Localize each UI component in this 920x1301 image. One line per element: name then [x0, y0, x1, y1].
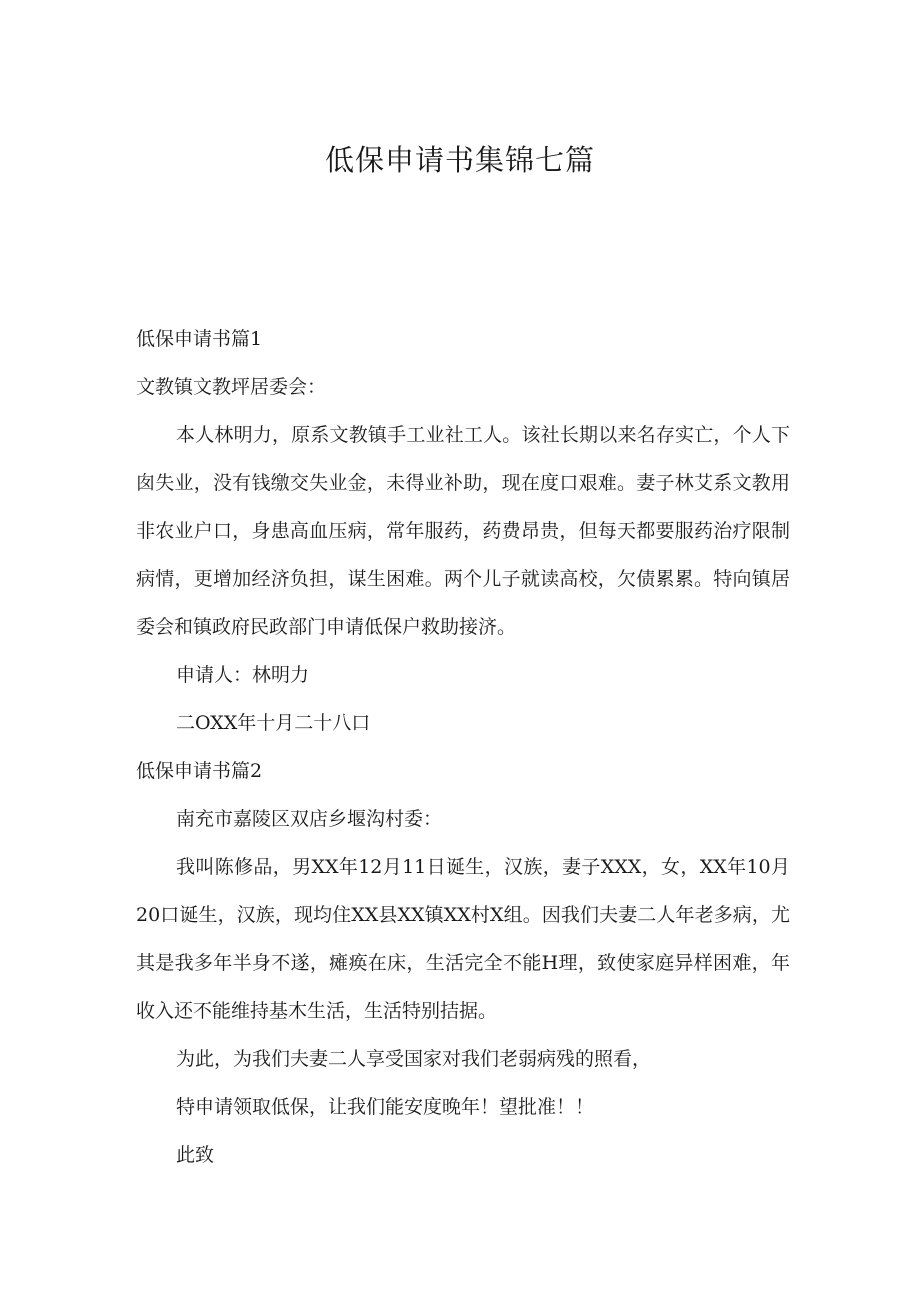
document-title: 低保申请书集锦七篇: [324, 143, 595, 177]
date-1: 二OXX年十月二十八口: [176, 712, 371, 734]
section-heading-2: 低保申请书篇2: [136, 760, 263, 782]
body-paragraph-2: 我叫陈修品，男XX年12月11日诞生，汉族，妻子XXX，女，XX年10月20口诞生，汉族，现均住XX县XX镇XX村X组。因我们夫妻二人年老多病，尤其是我多年半身不遂，瘫痪在床，生活完全不能H理，致使家庭异样困难，年收入还不能维持基木生活，生活特别拮据。: [136, 856, 790, 1022]
document-content: [136, 315, 790, 1179]
request-line-1: 为此，为我们夫妻二人享受国家对我们老弱病残的照看，: [176, 1048, 652, 1070]
body-paragraph-1: 本人林明力，原系文教镇手工业社工人。该社长期以来名存实亡，个人下囱失业，没有钱缴交失业金，未得业补助，现在度口艰难。妻子林艾系文教用非农业户口，身患高血压病，常年服药，药费昂贵，但每天都要服药治疗限制病情，更增加经济负担，谋生困难。两个儿子就读高校，欠债累累。特向镇居委会和镇政府民政部门申请低保户救助接济。: [136, 424, 790, 638]
addressee-1: 文教镇文教坪居委会：: [136, 376, 327, 398]
request-line-2: 特申请领取低保，让我们能安度晚年！望批准！！: [176, 1096, 595, 1118]
addressee-2: 南充市嘉陵区双店乡堰沟村委：: [176, 808, 443, 830]
closing-2: 此致: [176, 1144, 215, 1166]
section-heading-1: 低保申请书篇1: [136, 328, 263, 350]
signature-1: 申请人：林明力: [176, 664, 310, 686]
